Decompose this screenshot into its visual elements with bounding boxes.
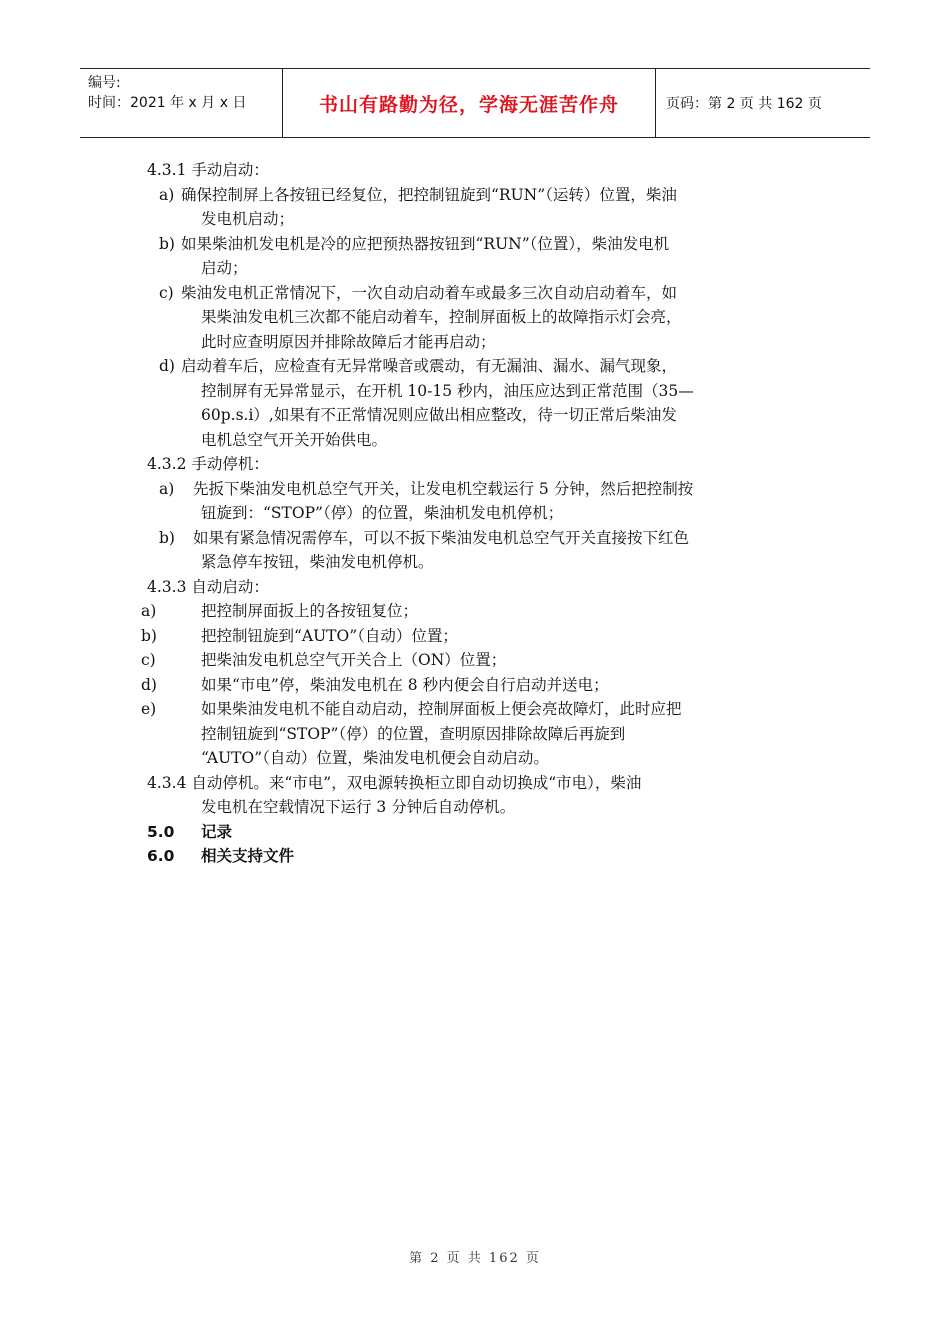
paragraph-line: 60p.s.i）,如果有不正常情况则应做出相应整改，待一切正常后柴油发 (201, 406, 677, 424)
list-marker: c) (141, 651, 156, 669)
paragraph-line: 此时应查明原因并排除故障后才能再启动； (201, 332, 496, 351)
section-title: 4.3.2 手动停机： (147, 455, 269, 473)
document-date: 时间：2021 年 x 月 x 日 (88, 95, 247, 111)
paragraph-line: 启动； (201, 259, 248, 277)
paragraph-line: 发电机启动； (201, 210, 295, 228)
header-meta (80, 69, 282, 137)
paragraph-line: 把控制钮旋到“AUTO”（自动）位置； (201, 626, 458, 645)
paragraph-line: 启动着车后，应检查有无异常噪音或震动，有无漏油、漏水、漏气现象， (181, 357, 678, 375)
list-marker: d) (141, 675, 157, 694)
list-item (141, 624, 807, 649)
document-code-label: 编号: (88, 75, 121, 91)
section-heading (147, 820, 807, 845)
paragraph-line: “AUTO”（自动）位置，柴油发电机便会自动启动。 (201, 749, 549, 767)
paragraph-line: 如果柴油发电机不能自动启动，控制屏面板上便会亮故障灯，此时应把 (201, 700, 682, 718)
list-item (147, 232, 807, 257)
section-title: 相关支持文件 (201, 847, 295, 865)
list-item (141, 697, 807, 722)
paragraph-line: 确保控制屏上各按钮已经复位，把控制钮旋到“RUN”（运转）位置，柴油 (181, 185, 677, 204)
list-marker: c) (159, 283, 174, 302)
list-item (147, 354, 807, 379)
page-footer: 第 2 页 共 162 页 (409, 1251, 541, 1266)
list-marker: b) (141, 626, 157, 645)
section-title: 4.3.1 手动启动： (147, 161, 269, 179)
paragraph-line: 如果“市电”停，柴油发电机在 8 秒内便会自行启动并送电； (201, 675, 609, 694)
list-item (147, 526, 807, 551)
header-page-info: 页码：第 2 页 共 162 页 (666, 96, 822, 112)
section-heading (147, 844, 807, 869)
list-marker: a) (141, 602, 157, 620)
section-title: 记录 (201, 822, 233, 841)
document-header (80, 68, 870, 138)
section-number: 5.0 (147, 822, 175, 841)
list-item (141, 599, 807, 624)
section-title: 4.3.3 自动启动： (147, 577, 269, 596)
paragraph-line: 电机总空气开关开始供电。 (201, 430, 388, 449)
paragraph-line: 控制屏有无异常显示，在开机 10-15 秒内，油压应达到正常范围（35— (201, 381, 694, 400)
paragraph-line: 先扳下柴油发电机总空气开关，让发电机空载运行 5 分钟，然后把控制按 (193, 479, 694, 498)
document-body (141, 158, 807, 869)
paragraph-line: 控制钮旋到“STOP”（停）的位置，查明原因排除故障后再旋到 (201, 724, 626, 743)
paragraph-line: 果柴油发电机三次都不能启动着车，控制屏面板上的故障指示灯会亮， (201, 308, 682, 326)
paragraph-line: 如果柴油机发电机是冷的应把预热器按钮到“RUN”（位置），柴油发电机 (181, 234, 670, 253)
paragraph-line: 把控制屏面扳上的各按钮复位； (201, 602, 419, 620)
section-number: 6.0 (147, 847, 175, 865)
paragraph-line: 把柴油发电机总空气开关合上（ON）位置； (201, 651, 507, 669)
list-item (141, 648, 807, 673)
list-item (147, 477, 807, 502)
paragraph-line: 4.3.4 自动停机。来“市电”，双电源转换柜立即自动切换成“市电），柴油 (147, 773, 642, 792)
header-motto: 书山有路勤为径，学海无涯苦作舟 (282, 69, 656, 137)
list-marker: b) (159, 528, 175, 547)
paragraph-line: 钮旋到：“STOP”（停）的位置，柴油机发电机停机； (201, 504, 564, 522)
paragraph-line: 如果有紧急情况需停车，可以不扳下柴油发电机总空气开关直接按下红色 (193, 528, 690, 547)
paragraph-line: 紧急停车按钮，柴油发电机停机。 (201, 553, 434, 571)
list-item (141, 673, 807, 698)
list-item (147, 183, 807, 208)
paragraph-line: 发电机在空载情况下运行 3 分钟后自动停机。 (201, 798, 516, 816)
list-marker: d) (159, 357, 175, 375)
list-marker: e) (141, 700, 157, 718)
list-item (147, 281, 807, 306)
list-marker: a) (159, 185, 175, 204)
list-marker: a) (159, 479, 175, 498)
paragraph-line: 柴油发电机正常情况下，一次自动启动着车或最多三次自动启动着车，如 (181, 283, 678, 302)
list-marker: b) (159, 234, 175, 253)
